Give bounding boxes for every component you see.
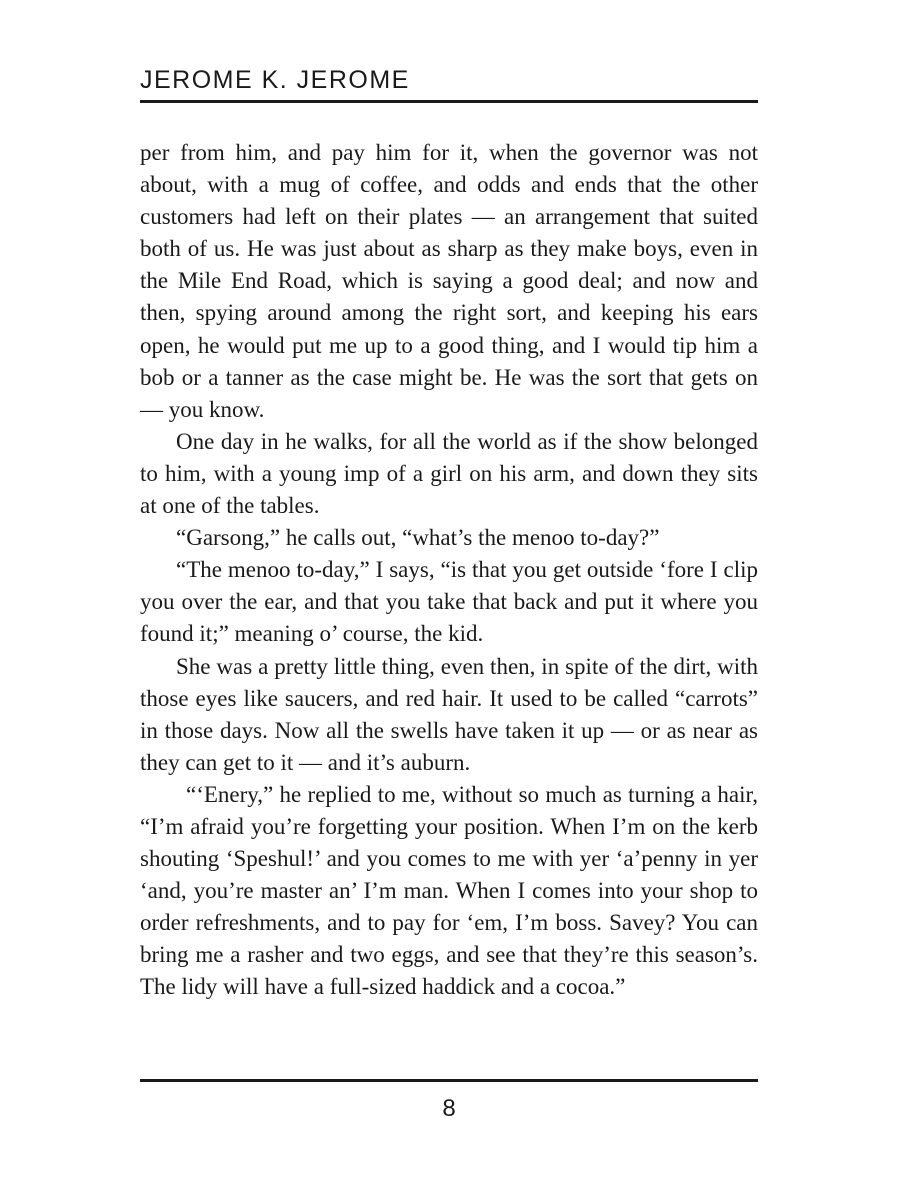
paragraph: She was a pretty little thing, even then, in spite of the dirt, with those eyes like saucers, and red hair. It used to be called “carrots” in those days. Now all the swells have taken it up — or as near as they can get to it — and it’s auburn. <box>140 653 758 775</box>
page-number: 8 <box>442 1095 456 1122</box>
header-rule <box>140 100 758 103</box>
footer-rule <box>140 1079 758 1082</box>
paragraph: “Garsong,” he calls out, “what’s the menoo to-day?” <box>176 525 660 551</box>
paragraph: per from him, and pay him for it, when the governor was not about, with a mug of coffee, and odds and ends that the other customers had left on their plates — an arrangement that suited both of us. He was just about as sharp as they make boys, even in the Mile End Road, which is saying a good deal; and now and then, spying around among the right sort, and keeping his ears open, he would put me up to a good thing, and I would tip him a bob or a tanner as the case might be. He was the sort that gets on — you know. <box>140 140 758 422</box>
paragraph: “The menoo to-day,” I says, “is that you get outside ‘fore I clip you over the ear, and that you take that back and put it where you found it;” meaning o’ course, the kid. <box>140 557 758 647</box>
paragraph: One day in he walks, for all the world as if the show belonged to him, with a young imp of a girl on his arm, and down they sits at one of the tables. <box>140 428 758 519</box>
body-text <box>140 137 758 1004</box>
running-title: JEROME K. JEROME <box>140 66 410 94</box>
paragraph: “‘Enery,” he replied to me, without so much as turning a hair, “I’m afraid you’re forgetting your position. When I’m on the kerb shouting ‘Speshul!’ and you comes to me with yer ‘a’penny in yer ‘and, you’re master an’ I’m man. When I comes into your shop to order refreshments, and to pay for ‘em, I’m boss. Savey? You can bring me a rasher and two eggs, and see that they’re this season’s. The lidy will have a full-sized haddick and a cocoa.” <box>140 781 758 1000</box>
